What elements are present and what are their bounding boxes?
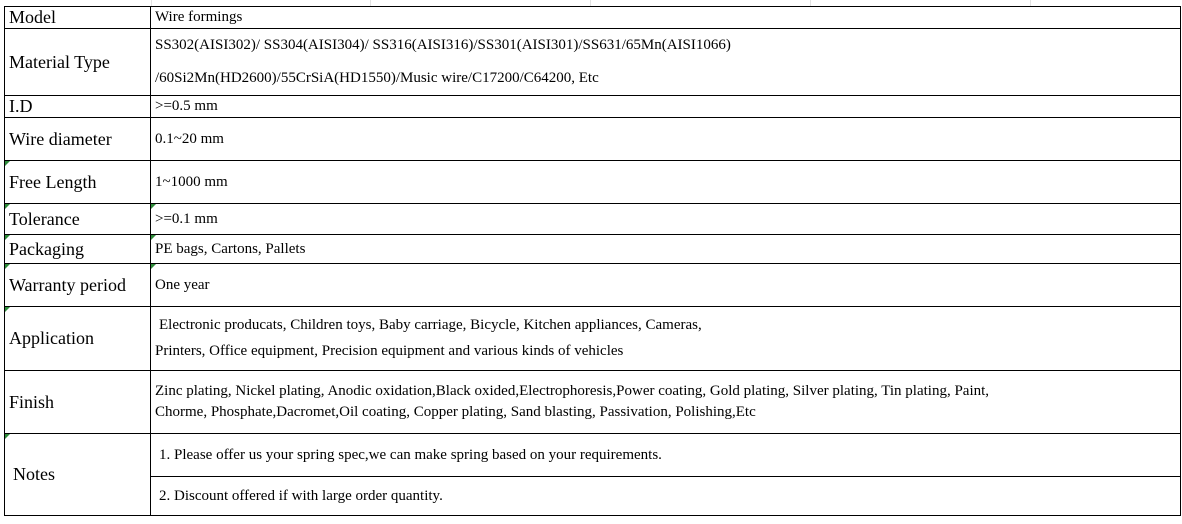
application-line-1: Electronic producats, Children toys, Baby carriage, Bicycle, Kitchen appliances, Cameras, — [159, 317, 702, 333]
value-packaging: PE bags, Cartons, Pallets — [151, 235, 1181, 264]
row-model — [5, 7, 1181, 29]
row-material-type — [5, 29, 1181, 96]
application-line-2: Printers, Office equipment, Precision equipment and various kinds of vehicles — [155, 343, 624, 359]
row-finish — [5, 371, 1181, 434]
value-free-length: 1~1000 mm — [151, 161, 1181, 204]
label-id: I.D — [5, 96, 151, 118]
label-warranty: Warranty period — [5, 264, 151, 307]
row-notes-1 — [5, 434, 1181, 477]
row-notes-2 — [5, 477, 1181, 516]
spec-table — [4, 6, 1181, 516]
value-application — [151, 307, 1181, 371]
row-wire-diameter — [5, 118, 1181, 161]
value-note-2: 2. Discount offered if with large order quantity. — [151, 477, 1181, 516]
row-free-length — [5, 161, 1181, 204]
row-application — [5, 307, 1181, 371]
label-packaging: Packaging — [5, 235, 151, 264]
finish-line-1: Zinc plating, Nickel plating, Anodic oxidation,Black oxided,Electrophoresis,Power coating, Gold plating, Silver plating, Tin plating, Paint, — [155, 383, 990, 399]
row-tolerance — [5, 204, 1181, 235]
row-id — [5, 96, 1181, 118]
finish-line-2: Chorme, Phosphate,Dacromet,Oil coating, Copper plating, Sand blasting, Passivation, Polishing,Etc — [155, 404, 756, 420]
row-packaging — [5, 235, 1181, 264]
row-warranty — [5, 264, 1181, 307]
label-model: Model — [5, 7, 151, 29]
value-wire-diameter: 0.1~20 mm — [151, 118, 1181, 161]
value-warranty: One year — [151, 264, 1181, 307]
value-note-1: 1. Please offer us your spring spec,we can make spring based on your requirements. — [151, 434, 1181, 477]
label-tolerance: Tolerance — [5, 204, 151, 235]
value-tolerance: >=0.1 mm — [151, 204, 1181, 235]
label-material-type: Material Type — [5, 29, 151, 96]
label-wire-diameter: Wire diameter — [5, 118, 151, 161]
label-notes: Notes — [5, 434, 151, 516]
label-application: Application — [5, 307, 151, 371]
value-model: Wire formings — [151, 7, 1181, 29]
material-line-2: /60Si2Mn(HD2600)/55CrSiA(HD1550)/Music wire/C17200/C64200, Etc — [155, 70, 599, 86]
material-line-1: SS302(AISI302)/ SS304(AISI304)/ SS316(AISI316)/SS301(AISI301)/SS631/65Mn(AISI1066) — [155, 37, 731, 53]
value-id: >=0.5 mm — [151, 96, 1181, 118]
label-finish: Finish — [5, 371, 151, 434]
label-free-length: Free Length — [5, 161, 151, 204]
value-finish — [151, 371, 1181, 434]
value-material-type — [151, 29, 1181, 96]
